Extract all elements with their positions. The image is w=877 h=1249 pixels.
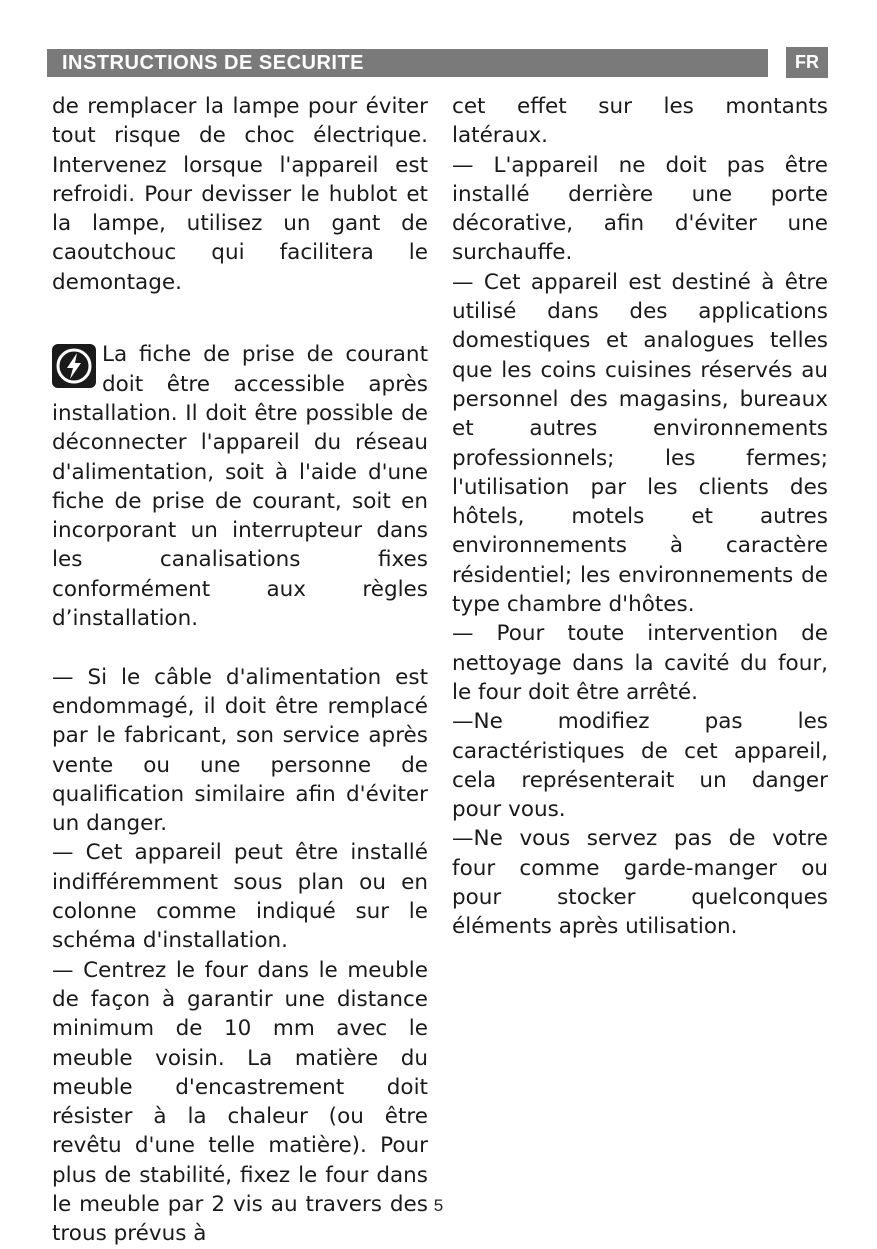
electric-shock-icon — [52, 344, 96, 388]
paragraph-cleaning: — Pour toute intervention de nettoyage dans la cavité du four, le four doit être arrêté. — [452, 621, 828, 705]
right-column — [452, 92, 828, 942]
paragraph-installation: — Cet appareil peut être installé indifféremment sous plan ou en colonne comme indiqué sur le schéma d'installation. — [52, 840, 428, 954]
paragraph-decorative-door: — L'appareil ne doit pas être installé derrière une porte décorative, afin d'éviter une surchauffe. — [452, 152, 828, 266]
paragraph-continuation: cet effet sur les montants latéraux. — [452, 94, 828, 149]
paragraph-domestic-use: — Cet appareil est destiné à être utilisé dans des applications domestiques et analogues telles que les coins cuisines réservés au personnel des magasins, bureaux et autres environnements professionnels; les fermes; l'utilisation par les clients des hôtels, motels et autres environnements à caractère résidentiel; les environnements de type chambre d'hôtes. — [452, 269, 828, 618]
spacer — [52, 633, 428, 662]
warning-block — [52, 340, 428, 633]
paragraph-power-cable: — Si le câble d'alimentation est endommagé, il doit être remplacé par le fabricant, son service après vente ou une personne de qualification similaire afin d'éviter un danger. — [52, 664, 428, 837]
paragraph-power-plug: La fiche de prise de courant doit être accessible après installation. Il doit être possible de déconnecter l'appareil du réseau d'alimentation, soit à l'aide d'une fiche de prise de courant, soit en incorporant un interrupteur dans les canalisations fixes conformément aux règles d’installation. — [52, 342, 428, 632]
page-number: 5 — [433, 1196, 444, 1215]
spacer — [52, 297, 428, 326]
section-title: INSTRUCTIONS DE SECURITE — [62, 52, 365, 74]
language-badge: FR — [786, 47, 828, 78]
paragraph-lamp-replacement: de remplacer la lampe pour éviter tout risque de choc électrique. Intervenez lorsque l'appareil est refroidi. Pour devisser le hublot et la lampe, utilisez un gant de caoutchouc qui facilitera le demontage. — [52, 94, 428, 295]
spacer — [52, 326, 428, 340]
paragraph-centering: — Centrez le four dans le meuble de façon à garantir une distance minimum de 10 mm avec le meuble voisin. La matière du meuble d'encastrement doit résister à la chaleur (ou être revêtu d'une telle matière). Pour plus de stabilité, fixez le four dans le meuble par 2 vis au travers des trous prévus à — [52, 957, 428, 1247]
paragraph-no-modification: —Ne modifiez pas les caractéristiques de cet appareil, cela représenterait un danger pour vous. — [452, 709, 828, 823]
paragraph-no-storage: —Ne vous servez pas de votre four comme garde-manger ou pour stocker quelconques éléments après utilisation. — [452, 826, 828, 940]
left-column — [52, 92, 428, 1249]
